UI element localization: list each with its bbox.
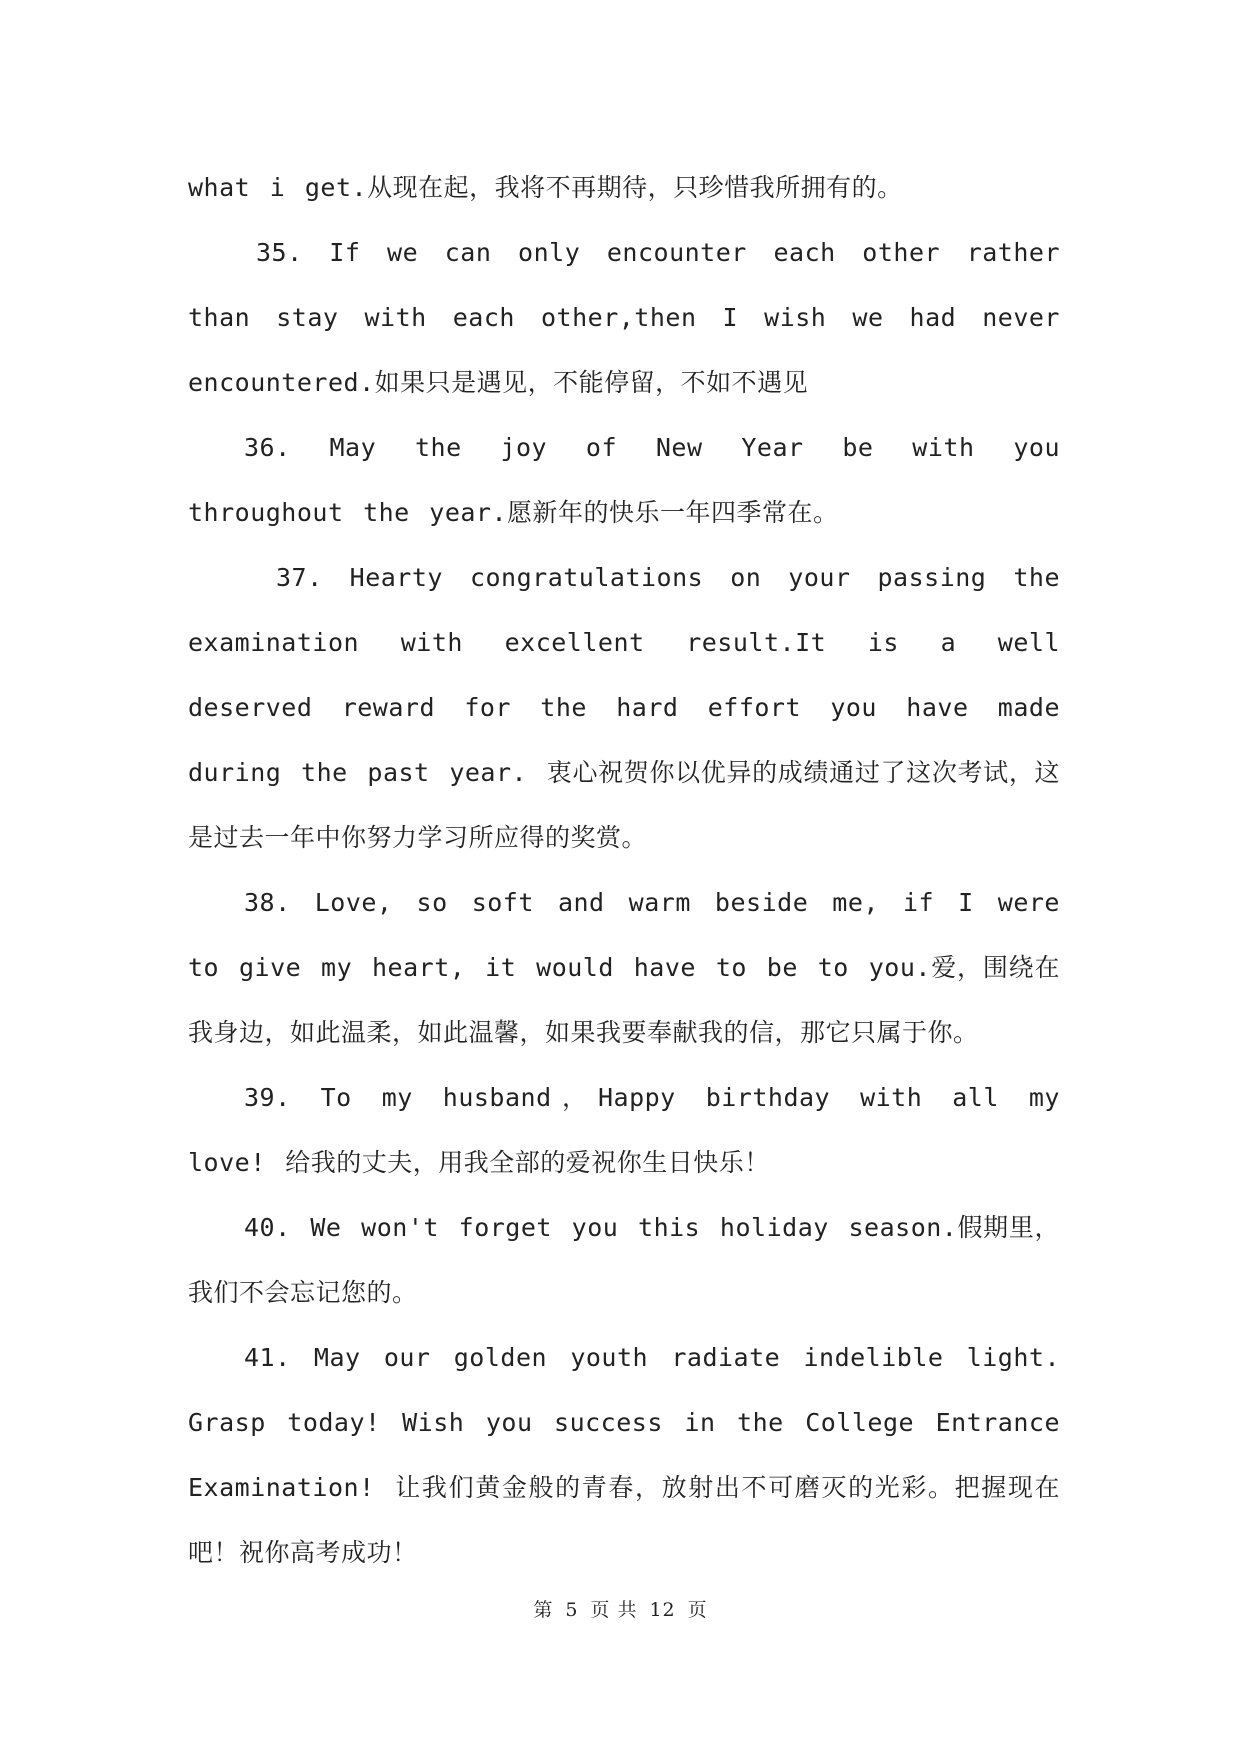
- paragraph-41: 41. May our golden youth radiate indelible light. Grasp today! Wish you success in the College Entrance Examination! 让我们黄金般的青春，放射出不可磨灭的光彩。把握现在吧！祝你高考成功！: [188, 1343, 1060, 1567]
- footer-total-pages: 12: [649, 1599, 676, 1621]
- paragraph-39: 39. To my husband，Happy birthday with all my love! 给我的丈夫，用我全部的爱祝你生日快乐！: [188, 1083, 1060, 1177]
- paragraph-continuation: what i get.从现在起，我将不再期待，只珍惜我所拥有的。: [188, 173, 903, 202]
- paragraph-36: 36. May the joy of New Year be with you throughout the year.愿新年的快乐一年四季常在。: [188, 433, 1060, 527]
- page-footer: [0, 1595, 1241, 1622]
- document-body: [188, 155, 1060, 1585]
- footer-prefix: 第: [533, 1599, 554, 1621]
- footer-middle: 页 共: [590, 1599, 638, 1621]
- footer-page-number: 5: [565, 1599, 579, 1621]
- paragraph-38: 38. Love, so soft and warm beside me, if I were to give my heart, it would have to be to you.爱，围绕在我身边，如此温柔，如此温馨，如果我要奉献我的信，那它只属于你。: [188, 888, 1060, 1047]
- paragraph-37: 37. Hearty congratulations on your passing the examination with excellent result.It is a well deserved reward for the hard effort you have made during the past year. 衷心祝贺你以优异的成绩通过了这次考试，这是过去一年中你努力学习所应得的奖赏。: [188, 563, 1060, 852]
- paragraph-35: 35. If we can only encounter each other rather than stay with each other,then I wish we had never encountered.如果只是遇见，不能停留，不如不遇见: [188, 238, 1060, 397]
- paragraph-40: 40. We won't forget you this holiday season.假期里，我们不会忘记您的。: [188, 1213, 1060, 1307]
- footer-suffix: 页: [687, 1599, 708, 1621]
